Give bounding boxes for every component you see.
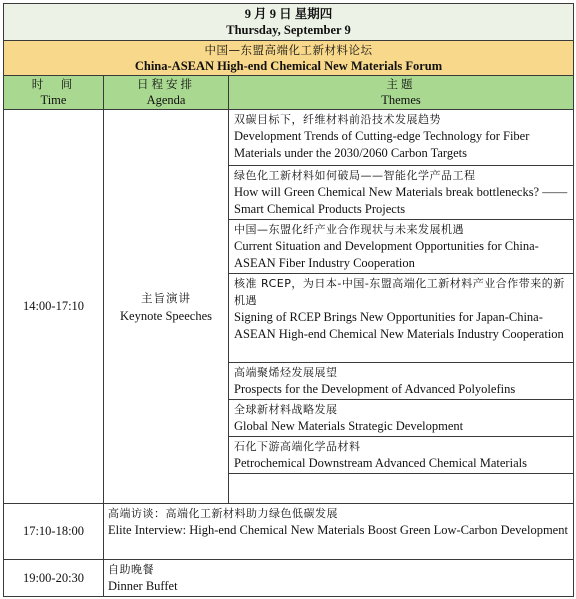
session-description-cn: 自助晚餐 bbox=[108, 563, 154, 576]
column-header-themes-en: Themes bbox=[381, 93, 421, 107]
date-cn: 9 月 9 日 星期四 bbox=[244, 7, 333, 21]
agenda-en: Keynote Speeches bbox=[120, 308, 212, 323]
theme-item bbox=[229, 274, 574, 363]
session-description bbox=[104, 560, 574, 597]
agenda-cn: 主旨演讲 bbox=[141, 290, 191, 305]
theme-en: Petrochemical Downstream Advanced Chemical Materials bbox=[234, 456, 527, 470]
date-en: Thursday, September 9 bbox=[226, 23, 351, 37]
session-description-cn: 高端访谈：高端化工新材料助力绿色低碳发展 bbox=[108, 507, 338, 520]
column-header-time bbox=[4, 76, 104, 110]
theme-cn: 绿色化工新材料如何破局——智能化学产品工程 bbox=[234, 169, 476, 182]
theme-cn: 石化下游高端化学品材料 bbox=[234, 440, 361, 453]
session-description bbox=[104, 504, 574, 560]
theme-en: Prospects for the Development of Advanced Polyolefins bbox=[234, 382, 516, 396]
theme-en: Development Trends of Cutting-edge Technology for Fiber Materials under the 2030/2060 Carbon Targets bbox=[234, 129, 530, 160]
session-time: 17:10-18:00 bbox=[4, 504, 104, 560]
column-header-time-cn: 时 间 bbox=[31, 77, 76, 91]
theme-item bbox=[229, 220, 574, 274]
column-header-agenda-cn: 日程安排 bbox=[137, 77, 195, 91]
theme-item bbox=[229, 363, 574, 400]
session-agenda bbox=[104, 110, 229, 504]
column-header-time-en: Time bbox=[40, 93, 67, 107]
theme-cn: 双碳目标下，纤维材料前沿技术发展趋势 bbox=[234, 113, 441, 126]
theme-en: Global New Materials Strategic Development bbox=[234, 419, 464, 433]
session-description-en: Dinner Buffet bbox=[108, 579, 178, 593]
theme-item bbox=[229, 166, 574, 220]
column-header-agenda-en: Agenda bbox=[146, 93, 186, 107]
forum-title-cn: 中国—东盟高端化工新材料论坛 bbox=[204, 43, 373, 57]
theme-cn: 核准 RCEP，为日本-中国-东盟高端化工新材料产业合作带来的新机遇 bbox=[234, 277, 565, 307]
column-header-themes bbox=[229, 76, 574, 110]
session-description-en: Elite Interview: High-end Chemical New Materials Boost Green Low-Carbon Development bbox=[108, 523, 568, 537]
session-time: 19:00-20:30 bbox=[4, 560, 104, 597]
theme-item bbox=[229, 400, 574, 437]
theme-cn: 中国—东盟化纤产业合作现状与未来发展机遇 bbox=[234, 223, 464, 236]
session-time: 14:00-17:10 bbox=[4, 110, 104, 504]
column-header-themes-cn: 主题 bbox=[386, 77, 416, 91]
forum-title-en: China-ASEAN High-end Chemical New Materials Forum bbox=[134, 59, 443, 73]
theme-en: How will Green Chemical New Materials break bottlenecks? ——Smart Chemical Products Projects bbox=[234, 185, 568, 216]
forum-title bbox=[4, 41, 574, 76]
theme-item bbox=[229, 110, 574, 166]
theme-en: Current Situation and Development Opportunities for China-ASEAN Fiber Industry Cooperation bbox=[234, 239, 539, 270]
theme-en: Signing of RCEP Brings New Opportunities for Japan-China-ASEAN High-end Chemical New Materials Industry Cooperation bbox=[234, 310, 564, 341]
theme-empty-cell bbox=[229, 474, 574, 504]
theme-cn: 全球新材料战略发展 bbox=[234, 403, 338, 416]
column-header-agenda bbox=[104, 76, 229, 110]
theme-item bbox=[229, 437, 574, 474]
forum-schedule-table bbox=[3, 3, 574, 597]
date-header bbox=[4, 4, 574, 41]
theme-cn: 高端聚烯烃发展展望 bbox=[234, 366, 338, 379]
